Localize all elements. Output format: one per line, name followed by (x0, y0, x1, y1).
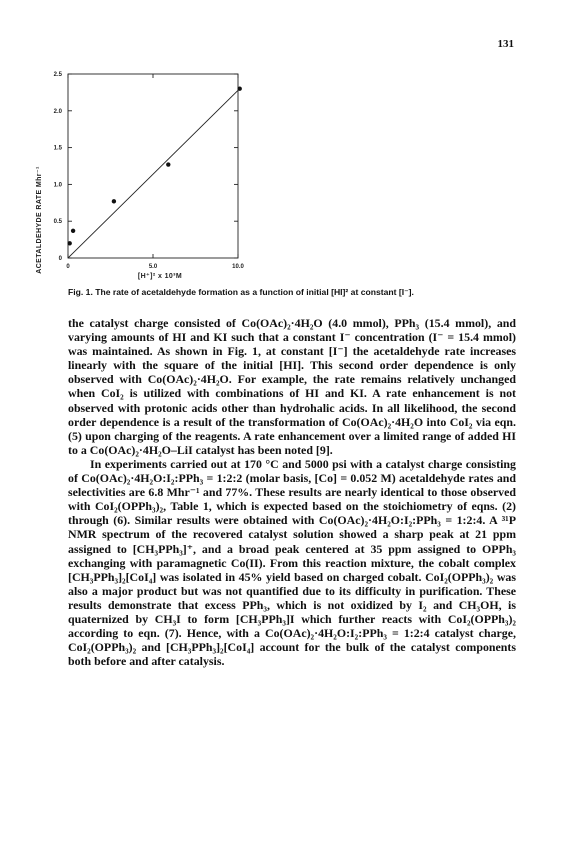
data-point (71, 229, 75, 233)
x-tick-label: 10.0 (232, 264, 244, 270)
y-tick-label: 1.5 (53, 145, 62, 152)
x-tick-label: 0 (66, 264, 70, 270)
y-tick-label: 0 (58, 256, 62, 262)
y-tick-label: 2.0 (53, 108, 62, 115)
y-axis-label: ACETALDEHYDE RATE Mhr⁻¹ (36, 166, 43, 274)
plot-frame (68, 74, 238, 258)
y-tick-label: 0.5 (53, 219, 62, 226)
fit-line (68, 89, 240, 258)
data-point (68, 241, 72, 245)
x-axis-label: [H⁺]² x 10³M (137, 273, 183, 280)
paragraph: In experiments carried out at 170 °C and 5000 psi with a catalyst charge consisting of Co(OAc)₂·4H₂O:I₂:PPh₃ = 1:2:2 (molar basis, [Co] = 0.052 M) acetaldehyde rates and selectivities are 6.8 Mhr⁻¹ and 77%. These results are nearly identical to those observed with CoI₂(OPPh₃)₂, Table 1, which is expected based on the stoichiometry of eqns. (2) through (6). Similar results were obtained with Co(OAc)₂·4H₂O:I₂:PPh₃ = 1:2:4. A ³¹P NMR spectrum of the recovered catalyst solution showed a sharp peak at 21 ppm assigned to [CH₃PPh₃]⁺, and a broad peak centered at 35 ppm assigned to OPPh₃ exchanging with paramagnetic Co(II). From this reaction mixture, the cobalt complex [CH₃PPh₃]₂[CoI₄] was isolated in 45% yield based on charged cobalt. CoI₂(OPPh₃)₂ was also a major product but was not quantified due to its difficulty in purification. These results demonstrate that excess PPh₃, which is not oxidized by I₂ and CH₃OH, is quaternized by CH₃I to form [CH₃PPh₃]I which further reacts with CoI₂(OPPh₃)₂ according to eqn. (7). Hence, with a Co(OAc)₂·4H₂O:I₂:PPh₃ = 1:2:4 catalyst charge, CoI₂(OPPh₃)₂ and [CH₃PPh₃]₂[CoI₄] account for the bulk of the catalyst components both before and after catalysis. (68, 456, 516, 669)
body-text (68, 316, 516, 668)
scatter-chart (30, 60, 330, 292)
y-tick-label: 1.0 (53, 182, 62, 189)
y-tick-label: 2.5 (53, 72, 62, 78)
data-point (238, 87, 242, 91)
data-point (112, 199, 116, 203)
x-tick-label: 5.0 (148, 264, 158, 270)
paragraph: the catalyst charge consisted of Co(OAc)₂·4H₂O (4.0 mmol), PPh₃ (15.4 mmol), and varying amounts of HI and KI such that a constant I⁻ concentration (I⁻ = 15.4 mmol) was maintained. As shown in Fig. 1, at constant [I⁻] the acetaldehyde rate increases linearly with the square of the initial [HI]. This second order dependence is only observed with Co(OAc)₂·4H₂O. For example, the rate remains relatively unchanged when CoI₂ is utilized with combinations of HI and KI. A rate enhancement is not observed with protonic acids other than hydrohalic acids. In all likelihood, the second order dependence is a result of the transformation of Co(OAc)₂·4H₂O into CoI₂ via eqn. (5) upon charging of the reagents. A rate enhancement over a limited range of added HI to a Co(OAc)₂·4H₂O–LiI catalyst has been noted [9]. (68, 316, 516, 457)
figure-caption: Fig. 1. The rate of acetaldehyde formation as a function of initial [HI]² at constant [I⁻]. (68, 287, 414, 297)
page-number: 131 (497, 38, 514, 50)
data-point (166, 162, 170, 166)
figure (30, 60, 330, 292)
